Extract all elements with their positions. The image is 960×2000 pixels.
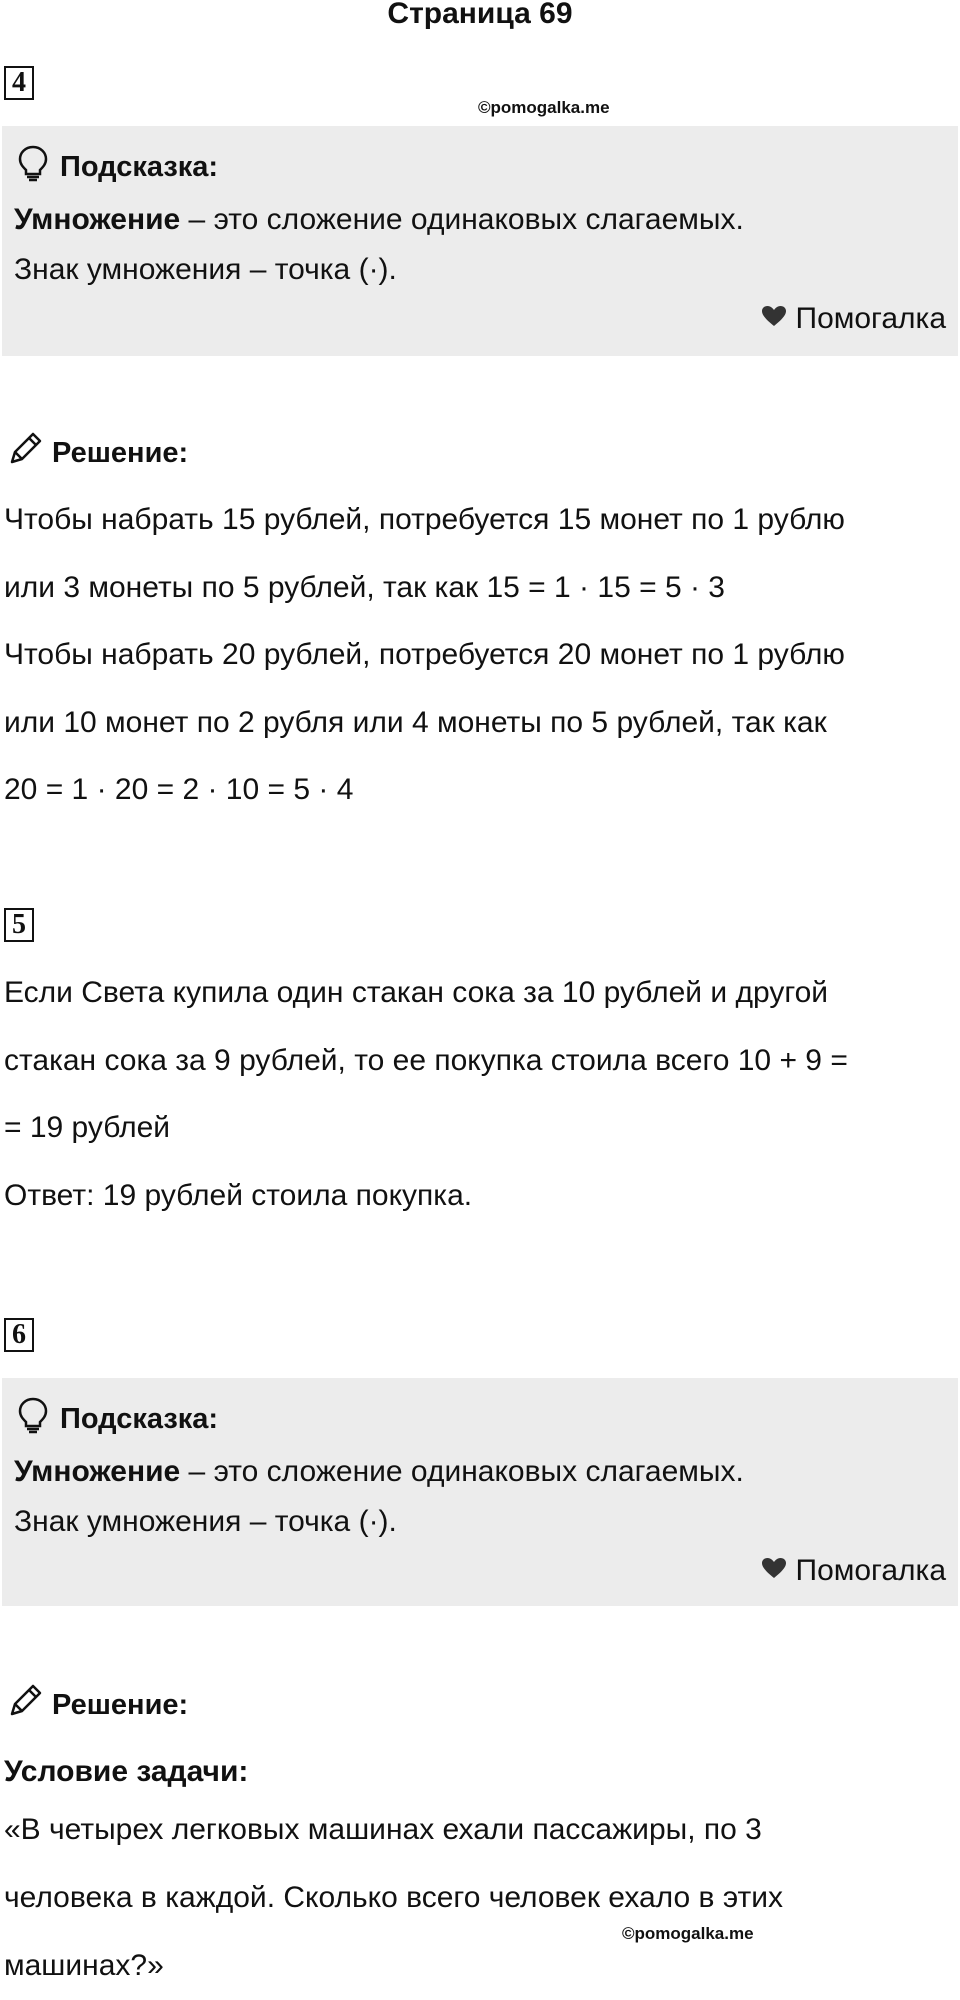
condition-title: Условие задачи: <box>4 1755 249 1788</box>
brand-signature <box>760 1554 947 1588</box>
hint-definition-text: – это сложение одинаковых слагаемых. <box>180 203 744 236</box>
answer-line: Ответ: 19 рублей стоила покупка. <box>4 1179 473 1212</box>
lightbulb-icon <box>16 144 60 190</box>
task-number-5: 5 <box>4 908 34 942</box>
solution-header-task-6 <box>6 1682 188 1728</box>
solution-header-task-4 <box>6 430 188 476</box>
brand-signature <box>760 302 947 336</box>
hint-box-task-6 <box>2 1378 958 1606</box>
task-number-6: 6 <box>4 1318 34 1352</box>
brand-name: Помогалка <box>795 302 946 335</box>
watermark-top: ©pomogalka.me <box>478 98 610 117</box>
hint-title: Подсказка: <box>60 1402 219 1435</box>
solution-line: стакан сока за 9 рублей, то ее покупка стоила всего 10 + 9 = <box>4 1044 848 1077</box>
hint-term: Умножение <box>14 203 181 236</box>
heart-icon <box>760 302 796 336</box>
condition-line: машинах?» <box>4 1949 164 1982</box>
solution-line: Чтобы набрать 20 рублей, потребуется 20 монет по 1 рублю <box>4 638 845 671</box>
hint-box-task-4 <box>2 126 958 356</box>
hint-definition-text: – это сложение одинаковых слагаемых. <box>180 1455 744 1488</box>
solution-line: = 19 рублей <box>4 1111 171 1144</box>
solution-title: Решение: <box>52 436 189 469</box>
hint-title: Подсказка: <box>60 150 219 183</box>
hint-definition <box>14 1454 744 1490</box>
condition-line: «В четырех легковых машинах ехали пассажиры, по 3 <box>4 1813 762 1846</box>
hint-header <box>16 144 218 190</box>
hint-line-2: Знак умножения – точка (·). <box>14 253 397 286</box>
solution-line: 20 = 1 · 20 = 2 · 10 = 5 · 4 <box>4 773 354 806</box>
pencil-icon <box>6 1682 52 1728</box>
pencil-icon <box>6 430 52 476</box>
hint-definition <box>14 202 744 238</box>
condition-line: человека в каждой. Сколько всего человек ехало в этих <box>4 1881 783 1914</box>
page-title: Страница 69 <box>387 0 573 30</box>
solution-line: Чтобы набрать 15 рублей, потребуется 15 монет по 1 рублю <box>4 503 845 536</box>
heart-icon <box>760 1554 796 1588</box>
hint-line-2: Знак умножения – точка (·). <box>14 1505 397 1538</box>
watermark-bottom: ©pomogalka.me <box>622 1924 754 1943</box>
solution-line: или 10 монет по 2 рубля или 4 монеты по 5 рублей, так как <box>4 706 827 739</box>
solution-line: или 3 монеты по 5 рублей, так как 15 = 1 · 15 = 5 · 3 <box>4 571 725 604</box>
hint-term: Умножение <box>14 1455 181 1488</box>
solution-title: Решение: <box>52 1688 189 1721</box>
hint-header <box>16 1396 218 1442</box>
task-number-4: 4 <box>4 66 34 100</box>
lightbulb-icon <box>16 1396 60 1442</box>
brand-name: Помогалка <box>795 1554 946 1587</box>
solution-line: Если Света купила один стакан сока за 10 рублей и другой <box>4 976 829 1009</box>
